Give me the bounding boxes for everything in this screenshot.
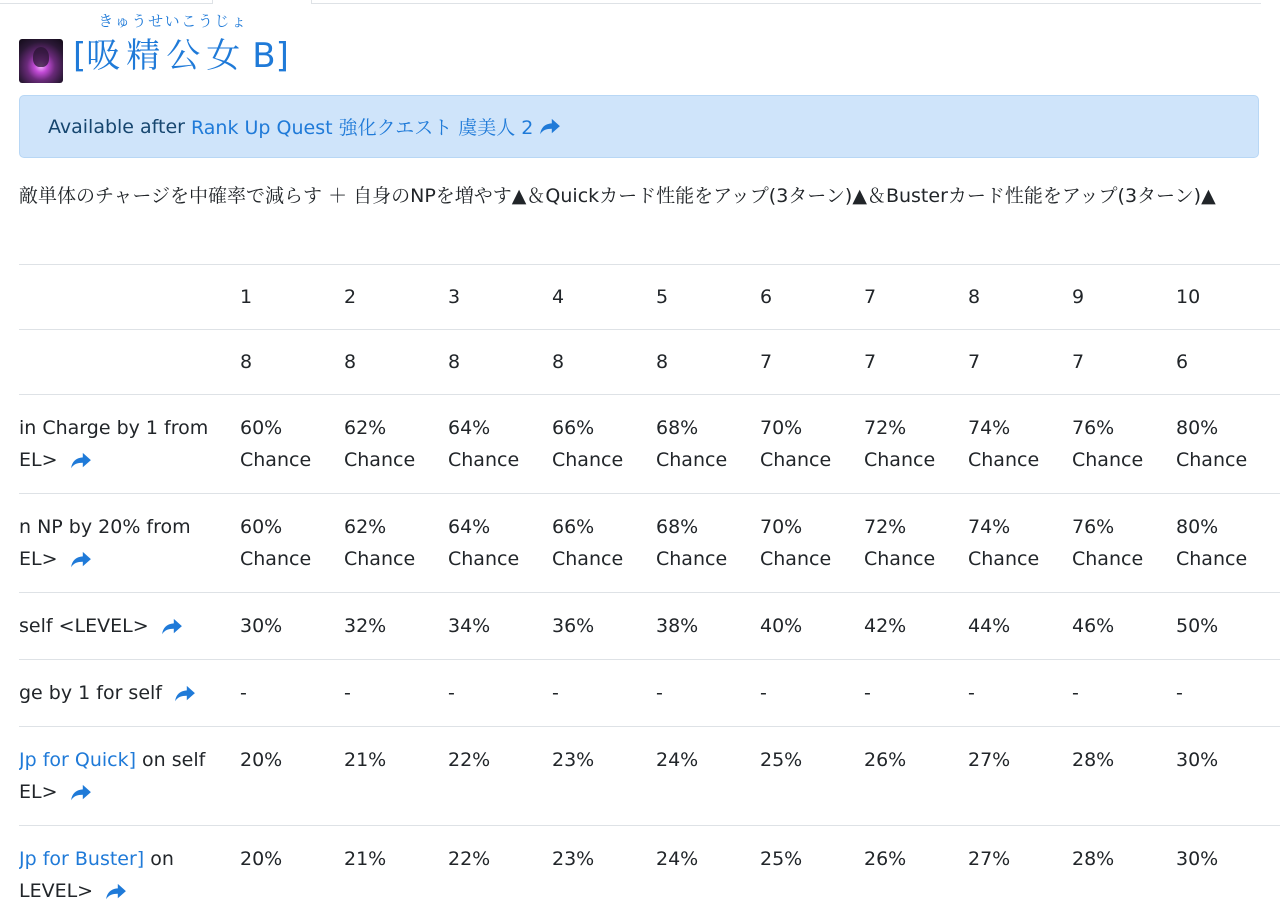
effect-value-cell (760, 727, 864, 826)
effect-value: 68% Chance (656, 494, 746, 592)
effect-value: 74% Chance (968, 395, 1058, 493)
effect-value-cell (656, 660, 760, 727)
effect-value-cell (552, 593, 656, 660)
effect-value-cell (968, 826, 1072, 924)
effect-value: 26% (864, 826, 954, 892)
effect-value: 76% Chance (1072, 494, 1162, 592)
effect-label-tail: on self (136, 749, 205, 771)
row-label (19, 330, 240, 395)
effect-value-cell (448, 826, 552, 924)
effect-value: 34% (448, 593, 538, 659)
unlock-alert (19, 95, 1259, 158)
effect-value-cell (240, 727, 344, 826)
effect-label (19, 494, 240, 593)
effect-value-cell (968, 395, 1072, 494)
effect-value: 21% (344, 727, 434, 793)
effect-label (19, 395, 240, 494)
table-cell: 8 (448, 330, 552, 395)
effect-value-cell (240, 494, 344, 593)
skill-level-table (19, 264, 1280, 924)
effect-value-cell (1072, 826, 1176, 924)
effect-value: 38% (656, 593, 746, 659)
skill-name (73, 39, 289, 73)
unlock-quest-label: Rank Up Quest 強化クエスト 虞美人 2 (191, 113, 533, 140)
effect-value: 32% (344, 593, 434, 659)
effect-value-cell (552, 660, 656, 727)
level-header-row (19, 265, 1280, 330)
effect-value: 40% (760, 593, 850, 659)
effect-label-text: n NP by 20% from (19, 516, 191, 538)
effect-value: 60% Chance (240, 395, 330, 493)
effect-value: 26% (864, 727, 954, 793)
table-cell: 5 (656, 265, 760, 330)
effect-row (19, 593, 1280, 660)
effect-value: 27% (968, 727, 1058, 793)
effect-value-cell (448, 395, 552, 494)
effect-value-cell (448, 727, 552, 826)
effect-value: 80% Chance (1176, 494, 1266, 592)
effect-value-cell (448, 593, 552, 660)
effect-value-cell (1176, 593, 1280, 660)
effect-label (19, 593, 240, 660)
effect-value: 36% (552, 593, 642, 659)
effect-value-cell (448, 660, 552, 727)
effect-value-cell (1176, 727, 1280, 826)
share-arrow-icon[interactable] (161, 618, 183, 636)
effect-value: - (240, 660, 330, 726)
share-arrow-icon[interactable] (70, 452, 92, 470)
table-cell: 7 (968, 330, 1072, 395)
effect-value: - (968, 660, 1058, 726)
effect-value: - (552, 660, 642, 726)
effect-value-cell (1072, 660, 1176, 727)
effect-value: 28% (1072, 727, 1162, 793)
effect-value-cell (552, 826, 656, 924)
effect-value: - (1176, 660, 1266, 726)
share-arrow-icon[interactable] (174, 685, 196, 703)
table-cell: 8 (240, 330, 344, 395)
effect-value: 27% (968, 826, 1058, 892)
effect-value: 24% (656, 727, 746, 793)
effect-label-text: in Charge by 1 from (19, 417, 208, 439)
effect-row (19, 660, 1280, 727)
effect-value-cell (344, 727, 448, 826)
table-cell: 4 (552, 265, 656, 330)
effect-value: 46% (1072, 593, 1162, 659)
effect-value: 23% (552, 826, 642, 892)
table-cell: 8 (968, 265, 1072, 330)
effect-value: 66% Chance (552, 494, 642, 592)
buff-link[interactable]: Jp for Buster] (19, 848, 144, 870)
effect-value: 21% (344, 826, 434, 892)
effect-value-cell (656, 494, 760, 593)
effect-value-cell (1072, 593, 1176, 660)
effect-value-cell (552, 494, 656, 593)
table-cell: 2 (344, 265, 448, 330)
effect-value-cell (656, 727, 760, 826)
effect-value: 62% Chance (344, 494, 434, 592)
effect-value-cell (656, 395, 760, 494)
unlock-prefix: Available after (48, 116, 185, 138)
effect-value: - (760, 660, 850, 726)
effect-value-cell (240, 395, 344, 494)
effect-value-cell (240, 593, 344, 660)
effect-value-cell (864, 826, 968, 924)
effect-label (19, 826, 240, 924)
effect-value-cell (240, 660, 344, 727)
effect-value-cell (968, 660, 1072, 727)
effect-label-level: EL> (19, 548, 58, 570)
effect-value: 70% Chance (760, 494, 850, 592)
effect-value: 20% (240, 826, 330, 892)
effect-value-cell (1176, 826, 1280, 924)
effect-value: 30% (240, 593, 330, 659)
skill-rank: B (252, 39, 275, 73)
table-cell: 6 (760, 265, 864, 330)
effect-value-cell (864, 593, 968, 660)
table-cell: 6 (1176, 330, 1280, 395)
effect-value: 68% Chance (656, 395, 746, 493)
effect-value-cell (344, 660, 448, 727)
bracket-open: [ (73, 39, 86, 73)
buff-link[interactable]: Jp for Quick] (19, 749, 136, 771)
effect-value: 72% Chance (864, 395, 954, 493)
active-tab[interactable] (212, 0, 312, 4)
effect-value: - (448, 660, 538, 726)
effect-value-cell (552, 727, 656, 826)
effect-value-cell (1176, 494, 1280, 593)
effect-value: 23% (552, 727, 642, 793)
skill-title (19, 26, 289, 86)
share-arrow-icon[interactable] (70, 784, 92, 802)
effect-value-cell (344, 494, 448, 593)
effect-value-cell (1176, 395, 1280, 494)
effect-value-cell (344, 395, 448, 494)
share-arrow-icon[interactable] (105, 883, 127, 901)
effect-value-cell (344, 593, 448, 660)
effect-value-cell (656, 593, 760, 660)
table-cell: 8 (656, 330, 760, 395)
share-arrow-icon (539, 118, 561, 136)
table-cell: 9 (1072, 265, 1176, 330)
effect-value-cell (552, 395, 656, 494)
bracket-close: ] (276, 39, 289, 73)
effect-value-cell (656, 826, 760, 924)
effect-value-cell (1072, 727, 1176, 826)
effect-row (19, 727, 1280, 826)
effect-value-cell (864, 660, 968, 727)
table-cell: 10 (1176, 265, 1280, 330)
skill-icon (19, 39, 63, 83)
table-cell: 7 (864, 265, 968, 330)
effect-label-level: EL> (19, 449, 58, 471)
effect-value: 24% (656, 826, 746, 892)
effect-value: 62% Chance (344, 395, 434, 493)
effect-value-cell (760, 826, 864, 924)
effect-label-text: ge by 1 for self (19, 682, 162, 704)
effect-value-cell (1072, 395, 1176, 494)
effect-label-text: self <LEVEL> (19, 615, 149, 637)
effect-value: 44% (968, 593, 1058, 659)
effect-value-cell (240, 826, 344, 924)
table-cell: 8 (344, 330, 448, 395)
tab-border-right (311, 3, 1261, 4)
effect-value-cell (760, 593, 864, 660)
effect-value: 20% (240, 727, 330, 793)
cooldown-row (19, 330, 1280, 395)
skill-description: 敵単体のチャージを中確率で減らす ＋ 自身のNPを増やす▲＆Quickカード性能をアップ(3ターン)▲＆Busterカード性能をアップ(3ターン)▲ (19, 180, 1264, 212)
effect-value: 60% Chance (240, 494, 330, 592)
effect-label-tail: on (144, 848, 174, 870)
effect-value-cell (1176, 660, 1280, 727)
effect-value-cell (448, 494, 552, 593)
share-arrow-icon[interactable] (70, 551, 92, 569)
effect-value: 70% Chance (760, 395, 850, 493)
effect-value: 64% Chance (448, 494, 538, 592)
effect-value: - (1072, 660, 1162, 726)
effect-value-cell (864, 727, 968, 826)
table-cell: 3 (448, 265, 552, 330)
effect-value: 22% (448, 727, 538, 793)
table-cell: 7 (864, 330, 968, 395)
unlock-quest-link[interactable] (191, 113, 561, 140)
effect-value: 66% Chance (552, 395, 642, 493)
effect-value: 42% (864, 593, 954, 659)
row-label (19, 265, 240, 330)
effect-value: - (864, 660, 954, 726)
effect-value-cell (760, 494, 864, 593)
effect-value: 72% Chance (864, 494, 954, 592)
effect-value: 30% (1176, 727, 1266, 793)
table-cell: 8 (552, 330, 656, 395)
tab-border-left (0, 3, 212, 4)
effect-label (19, 727, 240, 826)
effect-value: 30% (1176, 826, 1266, 892)
effect-value-cell (968, 494, 1072, 593)
effect-value: 80% Chance (1176, 395, 1266, 493)
skill-furigana: きゅうせいこうじょ (98, 14, 247, 29)
effect-value: - (344, 660, 434, 726)
effect-value-cell (968, 727, 1072, 826)
effect-value: 22% (448, 826, 538, 892)
skill-kanji: 吸精公女 (86, 36, 246, 76)
effect-value-cell (968, 593, 1072, 660)
effect-value-cell (864, 494, 968, 593)
effect-row (19, 826, 1280, 924)
effect-value: 25% (760, 727, 850, 793)
table-cell: 1 (240, 265, 344, 330)
skill-name-ruby (86, 39, 246, 73)
effect-row (19, 494, 1280, 593)
effect-value: 74% Chance (968, 494, 1058, 592)
effect-label-level: LEVEL> (19, 880, 93, 902)
effect-label (19, 660, 240, 727)
effect-value-cell (760, 660, 864, 727)
effect-value: 76% Chance (1072, 395, 1162, 493)
effect-value: 50% (1176, 593, 1266, 659)
effect-value-cell (344, 826, 448, 924)
table-cell: 7 (1072, 330, 1176, 395)
effect-value: 64% Chance (448, 395, 538, 493)
effect-value-cell (1072, 494, 1176, 593)
effect-row (19, 395, 1280, 494)
effect-value: 28% (1072, 826, 1162, 892)
effect-label-level: EL> (19, 781, 58, 803)
effect-value: 25% (760, 826, 850, 892)
effect-value-cell (760, 395, 864, 494)
effect-value-cell (864, 395, 968, 494)
table-cell: 7 (760, 330, 864, 395)
effect-value: - (656, 660, 746, 726)
tab-strip (0, 0, 1280, 5)
